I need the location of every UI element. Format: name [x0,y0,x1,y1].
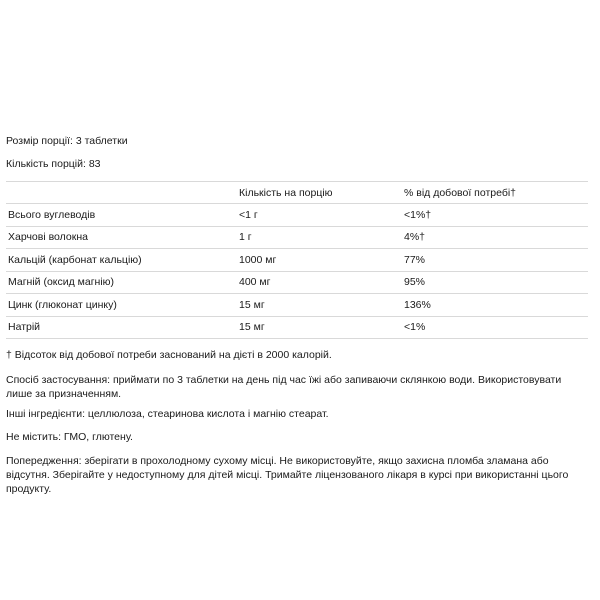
nutrient-name: Всього вуглеводів [6,204,237,227]
nutrient-name: Кальцій (карбонат кальцію) [6,249,237,272]
nutrient-name: Натрій [6,316,237,339]
nutrient-amount: 1 г [237,226,402,249]
nutrient-name: Магній (оксид магнію) [6,271,237,294]
nutrient-amount: <1 г [237,204,402,227]
serving-size: Розмір порції: 3 таблетки [6,135,128,147]
table-row [6,294,588,317]
nutrient-daily-value: <1%† [402,204,588,227]
nutrient-daily-value: <1% [402,316,588,339]
nutrient-name: Харчові волокна [6,226,237,249]
directions-text: Спосіб застосування: приймати по 3 таблетки на день під час їжі або запиваючи склянкою води. Використовувати лише за призначенням. [6,374,562,400]
daily-value-footnote: † Відсоток від добової потреби заснований на дієті в 2000 калорій. [6,349,332,361]
nutrient-daily-value: 4%† [402,226,588,249]
nutrient-amount: 1000 мг [237,249,402,272]
header-daily-value: % від добової потребі† [402,182,588,204]
nutrient-daily-value: 77% [402,249,588,272]
table-row [6,204,588,227]
table-header-row [6,182,588,204]
nutrition-table [6,181,588,339]
supplement-facts-document [6,134,588,496]
nutrient-name: Цинк (глюконат цинку) [6,294,237,317]
nutrient-daily-value: 136% [402,294,588,317]
free-of-text: Не містить: ГМО, глютену. [6,431,133,443]
nutrient-amount: 400 мг [237,271,402,294]
nutrient-daily-value: 95% [402,271,588,294]
table-row [6,226,588,249]
nutrient-amount: 15 мг [237,294,402,317]
nutrient-amount: 15 мг [237,316,402,339]
table-row [6,271,588,294]
table-row [6,316,588,339]
header-amount-per-serving: Кількість на порцію [237,182,402,204]
table-row [6,249,588,272]
header-nutrient [6,182,237,204]
warning-text: Попередження: зберігати в прохолодному сухому місці. Не використовуйте, якщо захисна пломба зламана або відсутня. Зберігайте у недоступному для дітей місці. Тримайте ліцензованого лікаря в курсі при використанні цього продукту. [6,455,569,495]
servings-per-container: Кількість порцій: 83 [6,158,101,170]
other-ingredients-text: Інші інгредієнти: целлюлоза, стеаринова кислота і магнію стеарат. [6,408,329,420]
